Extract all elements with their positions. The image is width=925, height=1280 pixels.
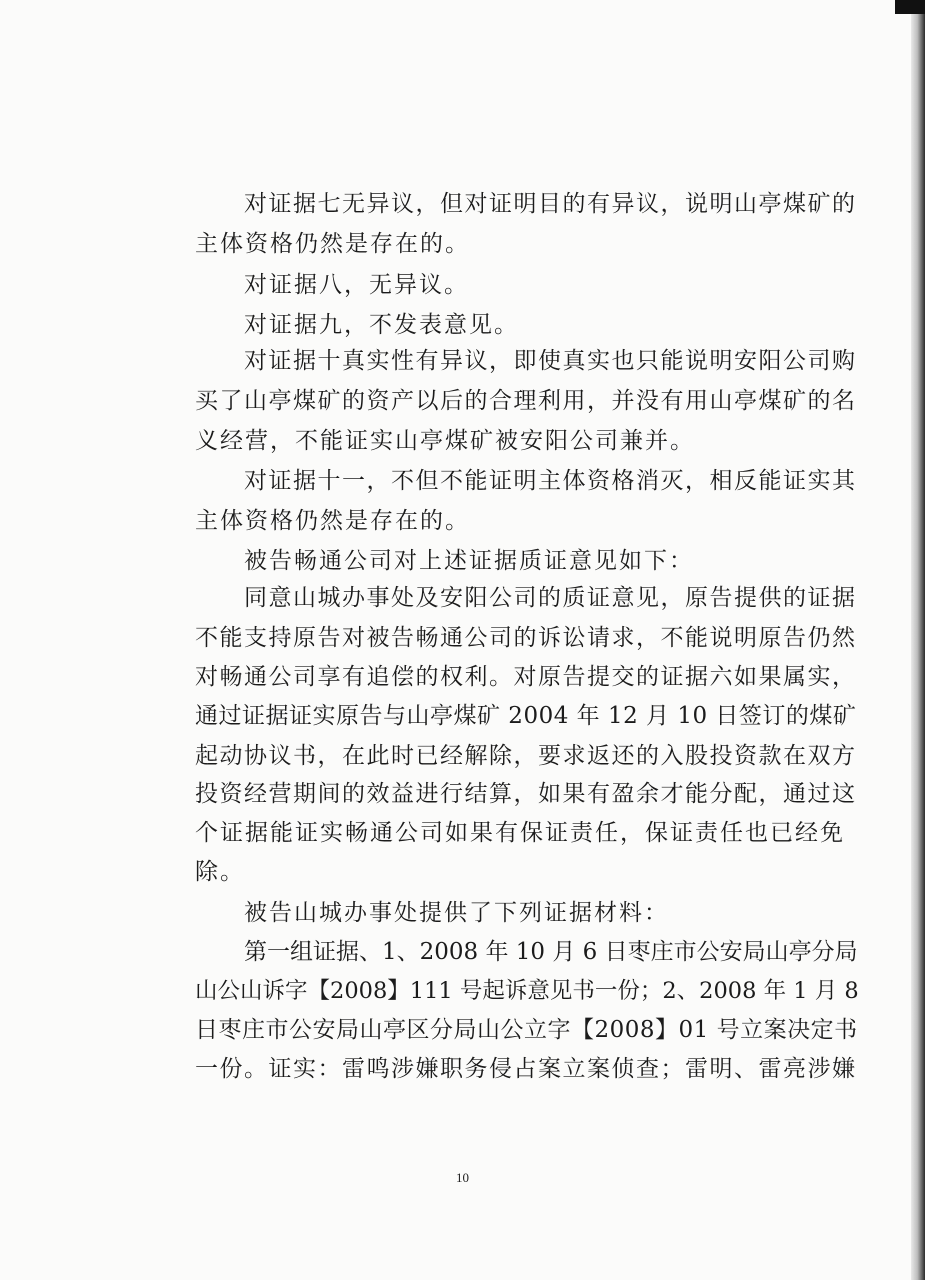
- text-line: 被告畅通公司对上述证据质证意见如下：: [244, 548, 694, 574]
- scan-edge-shadow: [911, 0, 925, 1280]
- text-line: 个证据能证实畅通公司如果有保证责任，保证责任也已经免: [195, 820, 845, 846]
- text-line: 对证据十真实性有异议，即使真实也只能说明安阳公司购: [244, 348, 857, 374]
- page-number: 10: [456, 1170, 469, 1185]
- text-line: 除。: [195, 859, 245, 885]
- text-line: 山公山诉字【2008】111 号起诉意见书一份；2、2008 年 1 月 8: [195, 978, 859, 1004]
- text-line: 投资经营期间的效益进行结算，如果有盈余才能分配，通过这: [195, 781, 857, 807]
- text-line: 对证据八，无异议。: [244, 272, 469, 298]
- text-line: 买了山亭煤矿的资产以后的合理利用，并没有用山亭煤矿的名: [195, 388, 857, 414]
- text-line: 主体资格仍然是存在的。: [195, 231, 470, 257]
- text-line: 主体资格仍然是存在的。: [195, 508, 470, 534]
- text-line: 日枣庄市公安局山亭区分局山公立字【2008】01 号立案决定书: [195, 1017, 858, 1043]
- text-line: 对证据九，不发表意见。: [244, 312, 519, 338]
- text-line: 一份。证实：雷鸣涉嫌职务侵占案立案侦查；雷明、雷亮涉嫌: [195, 1056, 857, 1082]
- text-line: 起动协议书，在此时已经解除，要求返还的入股投资款在双方: [195, 743, 857, 769]
- text-line: 第一组证据、1、2008 年 10 月 6 日枣庄市公安局山亭分局: [244, 939, 858, 965]
- text-line: 不能支持原告对被告畅通公司的诉讼请求，不能说明原告仍然: [195, 625, 857, 651]
- text-line: 对证据十一，不但不能证明主体资格消灭，相反能证实其: [244, 468, 857, 494]
- text-line: 通过证据证实原告与山亭煤矿 2004 年 12 月 10 日签订的煤矿: [195, 703, 857, 729]
- text-line: 对证据七无异议，但对证明目的有异议，说明山亭煤矿的: [244, 191, 857, 217]
- text-line: 同意山城办事处及安阳公司的质证意见，原告提供的证据: [244, 585, 857, 611]
- text-line: 义经营，不能证实山亭煤矿被安阳公司兼并。: [195, 428, 695, 454]
- text-line: 对畅通公司享有追偿的权利。对原告提交的证据六如果属实，: [195, 664, 857, 690]
- scan-corner-mark: [895, 0, 925, 14]
- text-line: 被告山城办事处提供了下列证据材料：: [244, 900, 669, 926]
